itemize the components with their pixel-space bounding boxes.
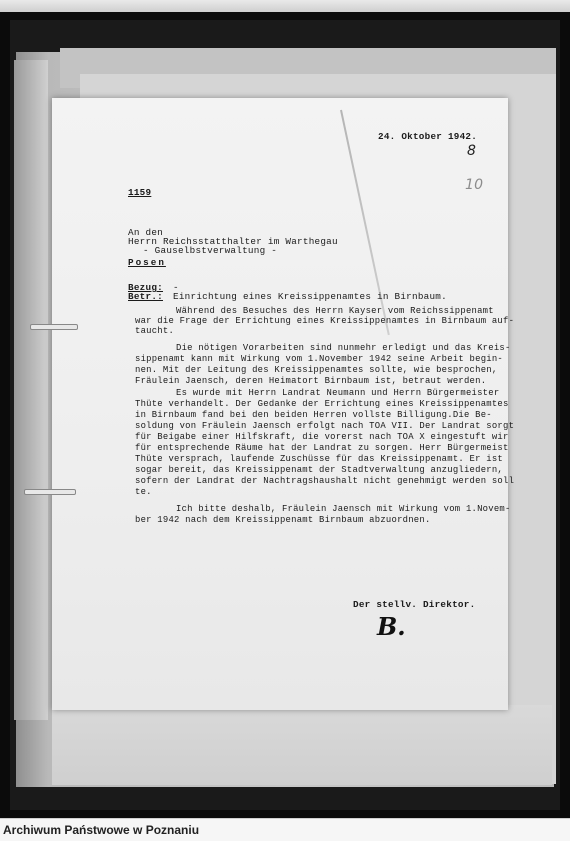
signature: B.: [377, 612, 406, 641]
subject-value: Einrichtung eines Kreissippenamtes in Birnbaum.: [173, 291, 447, 302]
body-line: ber 1942 nach dem Kreissippenamt Birnbaum abzuordnen.: [135, 515, 431, 525]
archive-name: Archiwum Państwowe w Poznaniu: [3, 823, 200, 837]
archive-footer: [0, 818, 570, 841]
body-line: sogar bereit, das Kreissippenamt der Stadtverwaltung anzugliedern,: [135, 465, 504, 475]
recipient-line-3: - Gauselbstverwaltung -: [143, 245, 278, 256]
recipient-line-1: An den: [128, 227, 163, 238]
body-line: war die Frage der Errichtung eines Kreissippenamtes in Birnbaum auf-: [135, 316, 515, 326]
closing-title: Der stellv. Direktor.: [353, 599, 476, 610]
bezug-value: -: [173, 282, 179, 293]
page-number: 8: [467, 143, 477, 159]
body-line: nen. Mit der Leitung des Kreissippenamtes sollte, wie besprochen,: [135, 365, 498, 375]
body-line: für Beigabe einer Hilfskraft, die vorerst nach TOA X eingestuft wir: [135, 432, 509, 442]
binder-clip-top: [30, 324, 78, 330]
body-line: Ich bitte deshalb, Fräulein Jaensch mit Wirkung vom 1.Novem-: [176, 504, 511, 514]
body-line: sofern der Landrat der Nachtragshaushalt nicht genehmigt werden soll: [135, 476, 515, 486]
body-line: in Birnbaum fand bei den beiden Herren vollste Billigung.Die Be-: [135, 410, 492, 420]
body-line: für entsprechende Räume hat der Landrat zu sorgen. Herr Bürgermeist: [135, 443, 509, 453]
body-line: sippenamt kann mit Wirkung vom 1.November 1942 seine Arbeit begin-: [135, 354, 504, 364]
body-line: Es wurde mit Herrn Landrat Neumann und Herrn Bürgermeister: [176, 388, 500, 398]
folder-edge: [14, 60, 48, 720]
body-line: soldung von Fräulein Jaensch erfolgt nach TOA VII. Der Landrat sorgt: [135, 421, 515, 431]
bezug-label: Bezug:: [128, 282, 163, 293]
recipient-city: Posen: [128, 257, 166, 268]
body-line: Während des Besuches des Herrn Kayser vom Reichssippenamt: [176, 306, 494, 316]
under-page-edge: [52, 705, 552, 785]
page-number-old: 10: [465, 177, 484, 193]
letter-date: 24. Oktober 1942.: [378, 131, 478, 142]
top-strip: [0, 0, 570, 12]
body-line: Fräulein Jaensch, deren Heimatort Birnbaum ist, betraut werden.: [135, 376, 487, 386]
body-line: Thüte versprach, laufende Zuschüsse für das Kreissippenamt. Er ist: [135, 454, 504, 464]
recipient-line-2: Herrn Reichsstatthalter im Warthegau: [128, 236, 338, 247]
reference-number: 1159: [128, 187, 152, 198]
binder-clip-bottom: [24, 489, 76, 495]
subject-label: Betr.:: [128, 291, 163, 302]
body-line: taucht.: [135, 326, 175, 336]
body-line: Die nötigen Vorarbeiten sind nunmehr erledigt und das Kreis-: [176, 343, 511, 353]
body-line: Thüte verhandelt. Der Gedanke der Errichtung eines Kreissippenamtes: [135, 399, 509, 409]
body-line: te.: [135, 487, 152, 497]
